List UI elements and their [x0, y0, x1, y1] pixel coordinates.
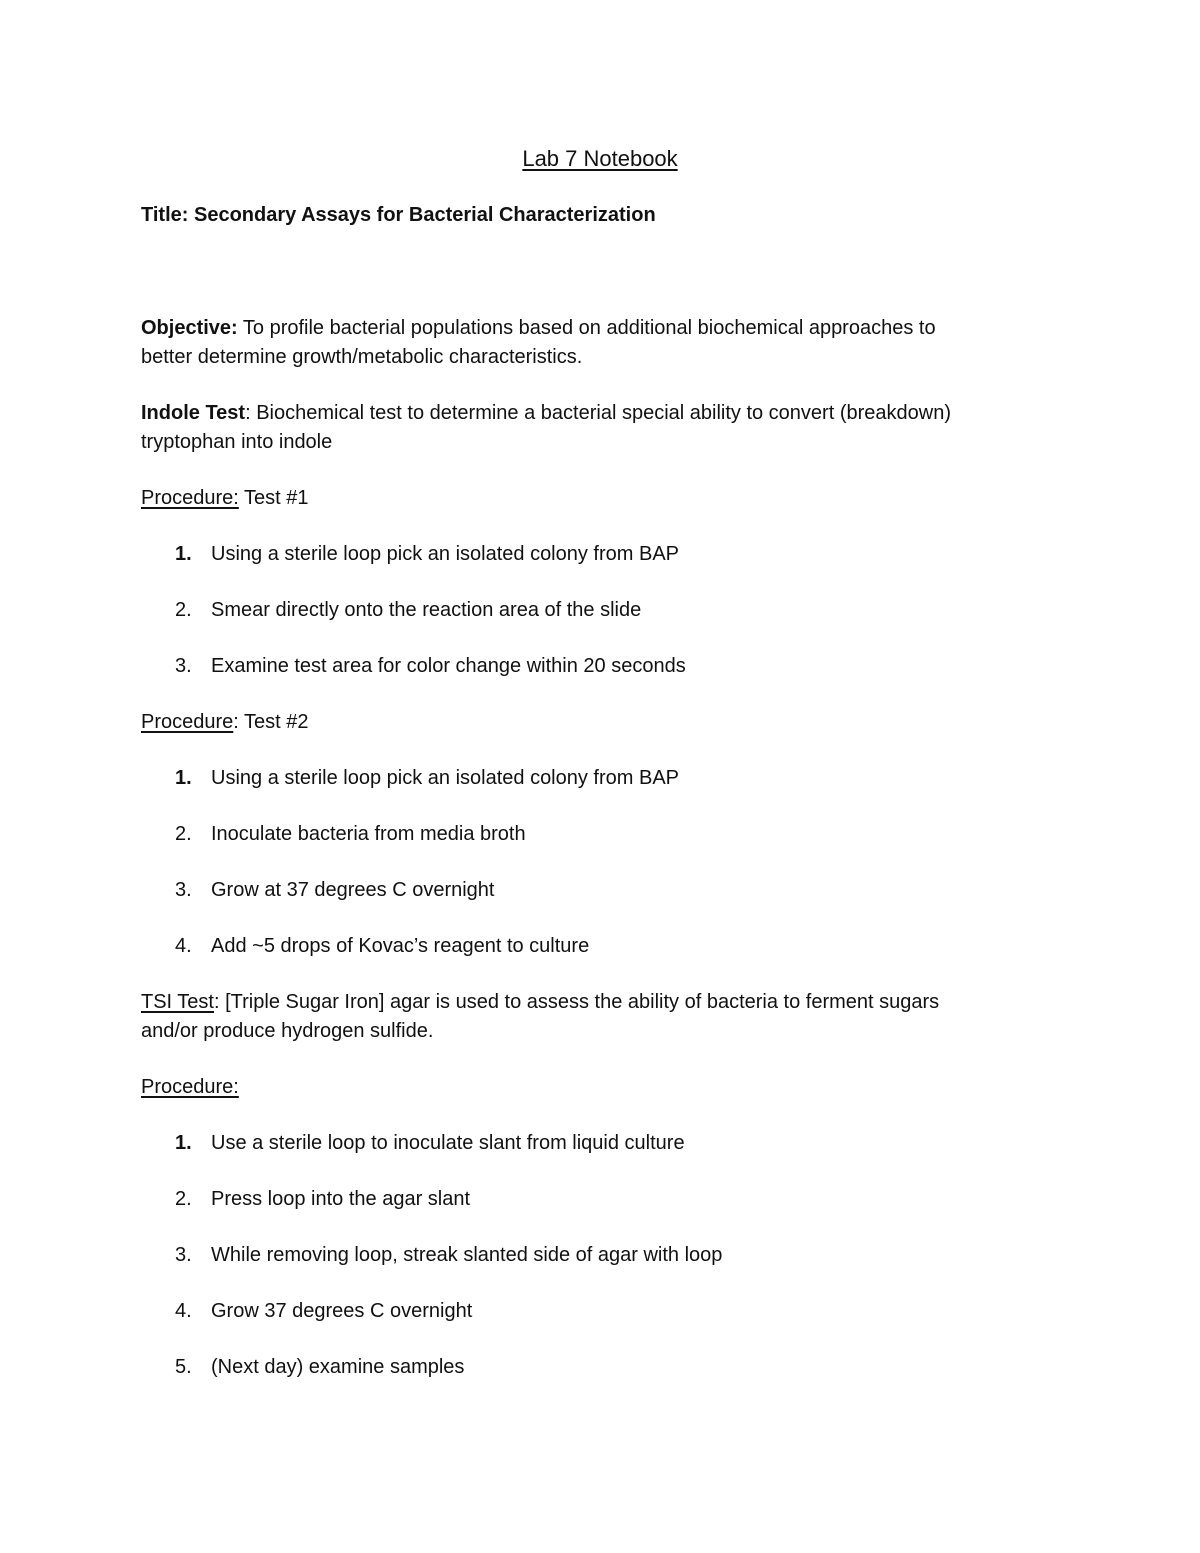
- step-text: Examine test area for color change within 20 seconds: [211, 655, 686, 677]
- title-line: [141, 201, 1041, 230]
- procedure2-label: Procedure: [141, 711, 234, 733]
- document-body: [141, 201, 1041, 1409]
- spacer: [141, 457, 1041, 484]
- step-number: 3.: [175, 1244, 192, 1266]
- spacer: [141, 1046, 1041, 1073]
- indole-colon: :: [245, 402, 251, 424]
- step-text: Add ~5 drops of Kovac’s reagent to culture: [211, 935, 590, 957]
- step-text: Grow 37 degrees C overnight: [211, 1300, 473, 1322]
- indole-label: Indole Test: [141, 402, 246, 424]
- procedure2-suffix: Test #2: [238, 711, 309, 733]
- list-item: [141, 820, 1041, 849]
- spacer: [141, 1102, 1041, 1129]
- procedure1-steps: [141, 540, 1041, 681]
- list-item: [141, 1241, 1041, 1270]
- procedure1-label: Procedure:: [141, 487, 239, 509]
- list-item: [141, 1129, 1041, 1158]
- spacer: [141, 372, 1041, 399]
- step-number: 2.: [175, 823, 192, 845]
- spacer: [141, 230, 1041, 314]
- list-item: [141, 596, 1041, 625]
- list-item: [141, 932, 1041, 961]
- list-item: [141, 1297, 1041, 1326]
- step-text: Use a sterile loop to inoculate slant from liquid culture: [211, 1132, 685, 1154]
- step-text: Using a sterile loop pick an isolated colony from BAP: [211, 767, 680, 789]
- procedure3-steps: [141, 1129, 1041, 1382]
- step-number: 4.: [175, 935, 192, 957]
- step-text: Using a sterile loop pick an isolated colony from BAP: [211, 543, 680, 565]
- spacer: [141, 737, 1041, 764]
- step-text: Press loop into the agar slant: [211, 1188, 471, 1210]
- indole-text-line2: tryptophan into indole: [141, 431, 333, 453]
- procedure2-steps: [141, 764, 1041, 961]
- objective-paragraph: [141, 314, 1041, 372]
- spacer: [141, 513, 1041, 540]
- procedure1-heading: [141, 484, 1041, 513]
- list-item: [141, 540, 1041, 569]
- tsi-paragraph: [141, 988, 1041, 1046]
- tsi-colon: :: [214, 991, 220, 1013]
- objective-text-line2: better determine growth/metabolic characteristics.: [141, 346, 583, 368]
- objective-text-line1: To profile bacterial populations based on additional biochemical approaches to: [237, 317, 936, 339]
- step-text: (Next day) examine samples: [211, 1356, 465, 1378]
- list-item: [141, 876, 1041, 905]
- procedure1-suffix: Test #1: [238, 487, 309, 509]
- step-number: 1.: [175, 1132, 192, 1154]
- step-number: 4.: [175, 1300, 192, 1322]
- list-item: [141, 1353, 1041, 1382]
- step-number: 2.: [175, 1188, 192, 1210]
- procedure2-heading: [141, 708, 1041, 737]
- list-item: [141, 1185, 1041, 1214]
- procedure2-colon: :: [233, 711, 239, 733]
- step-number: 3.: [175, 655, 192, 677]
- step-text: Smear directly onto the reaction area of the slide: [211, 599, 642, 621]
- list-item: [141, 764, 1041, 793]
- tsi-label: TSI Test: [141, 991, 214, 1013]
- title-text: Secondary Assays for Bacterial Characterization: [193, 204, 656, 226]
- step-number: 1.: [175, 767, 192, 789]
- objective-label: Objective:: [141, 317, 238, 339]
- tsi-text-line2: and/or produce hydrogen sulfide.: [141, 1020, 434, 1042]
- step-number: 2.: [175, 599, 192, 621]
- document-heading: Lab 7 Notebook: [522, 146, 678, 171]
- step-number: 5.: [175, 1356, 192, 1378]
- step-text: Inoculate bacteria from media broth: [211, 823, 526, 845]
- list-item: [141, 652, 1041, 681]
- step-number: 1.: [175, 543, 192, 565]
- procedure3-heading: [141, 1073, 1041, 1102]
- step-text: While removing loop, streak slanted side of agar with loop: [211, 1244, 723, 1266]
- step-text: Grow at 37 degrees C overnight: [211, 879, 495, 901]
- indole-paragraph: [141, 399, 1041, 457]
- tsi-text-line1: [Triple Sugar Iron] agar is used to assess the ability of bacteria to ferment sugars: [219, 991, 940, 1013]
- indole-text-line1: Biochemical test to determine a bacterial special ability to convert (breakdown): [250, 402, 951, 424]
- procedure3-label: Procedure:: [141, 1076, 239, 1098]
- title-label: Title:: [141, 204, 189, 226]
- step-number: 3.: [175, 879, 192, 901]
